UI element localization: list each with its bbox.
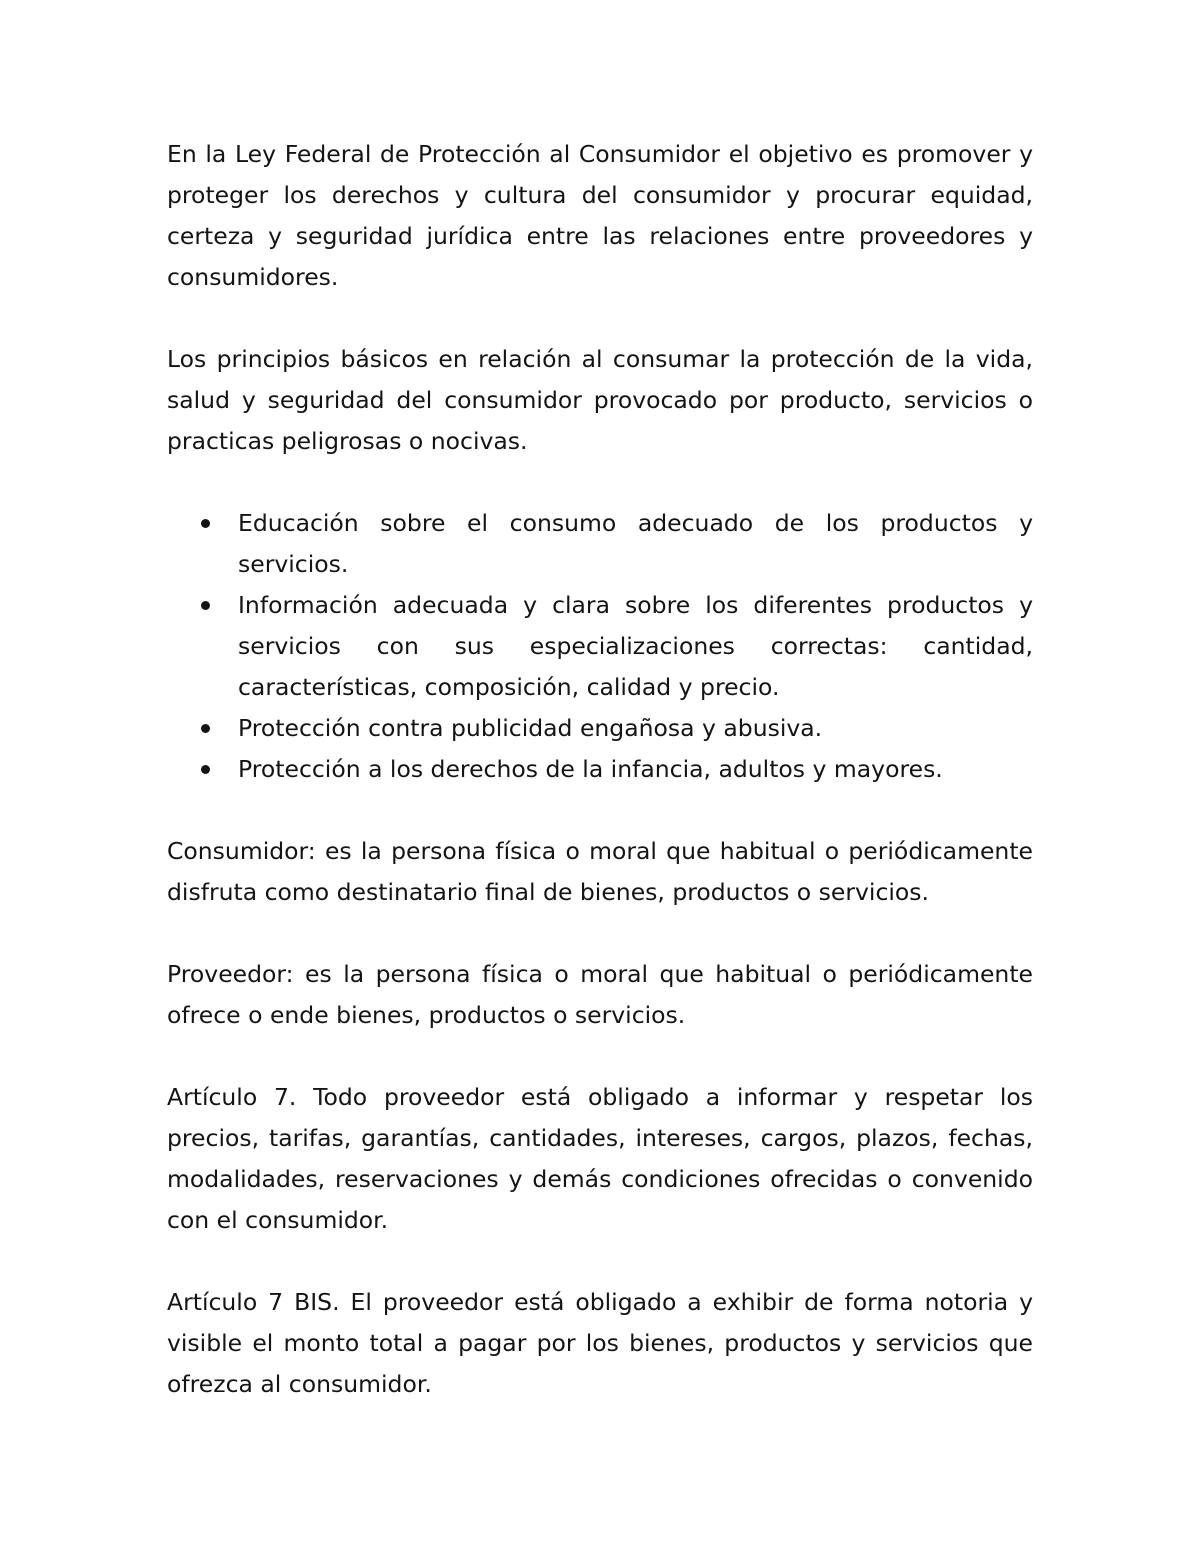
bullet-text: Información adecuada y clara sobre los diferentes productos y servicios con sus especializaciones correctas: cantidad, características, composición, calidad y precio. [238, 591, 1033, 701]
paragraph-spacer [167, 1036, 1033, 1077]
paragraph-intro: En la Ley Federal de Protección al Consumidor el objetivo es promover y proteger los derechos y cultura del consumidor y procurar equidad, certeza y seguridad jurídica entre las relaciones entre proveedores y consumidores. [167, 140, 1033, 291]
paragraph-article-7-bis: Artículo 7 BIS. El proveedor está obligado a exhibir de forma notoria y visible el monto total a pagar por los bienes, productos y servicios que ofrezca al consumidor. [167, 1288, 1033, 1398]
bullet-item [167, 749, 1033, 790]
paragraph-principles: Los principios básicos en relación al consumar la protección de la vida, salud y seguridad del consumidor provocado por producto, servicios o practicas peligrosas o nocivas. [167, 345, 1033, 455]
bullet-text: Educación sobre el consumo adecuado de los productos y servicios. [238, 509, 1033, 578]
paragraph-spacer [167, 298, 1033, 339]
paragraph-spacer [167, 1241, 1033, 1282]
document-body [167, 134, 1033, 1405]
bullet-item [167, 585, 1033, 708]
principles-bullet-list [167, 503, 1033, 790]
bullet-dot-icon [201, 765, 210, 774]
paragraph-provider-definition: Proveedor: es la persona física o moral que habitual o periódicamente ofrece o ende bienes, productos o servicios. [167, 960, 1033, 1029]
paragraph-consumer-definition: Consumidor: es la persona física o moral que habitual o periódicamente disfruta como destinatario final de bienes, productos o servicios. [167, 837, 1033, 906]
bullet-dot-icon [201, 724, 210, 733]
paragraph-spacer [167, 913, 1033, 954]
paragraph-spacer [167, 462, 1033, 503]
bullet-text: Protección contra publicidad engañosa y abusiva. [238, 714, 823, 742]
bullet-item [167, 708, 1033, 749]
paragraph-article-7: Artículo 7. Todo proveedor está obligado a informar y respetar los precios, tarifas, garantías, cantidades, intereses, cargos, plazos, fechas, modalidades, reservaciones y demás condiciones ofrecidas o convenido con el consumidor. [167, 1083, 1033, 1234]
bullet-dot-icon [201, 519, 210, 528]
paragraph-spacer [167, 790, 1033, 831]
bullet-item [167, 503, 1033, 585]
bullet-text: Protección a los derechos de la infancia, adultos y mayores. [238, 755, 943, 783]
bullet-dot-icon [201, 601, 210, 610]
